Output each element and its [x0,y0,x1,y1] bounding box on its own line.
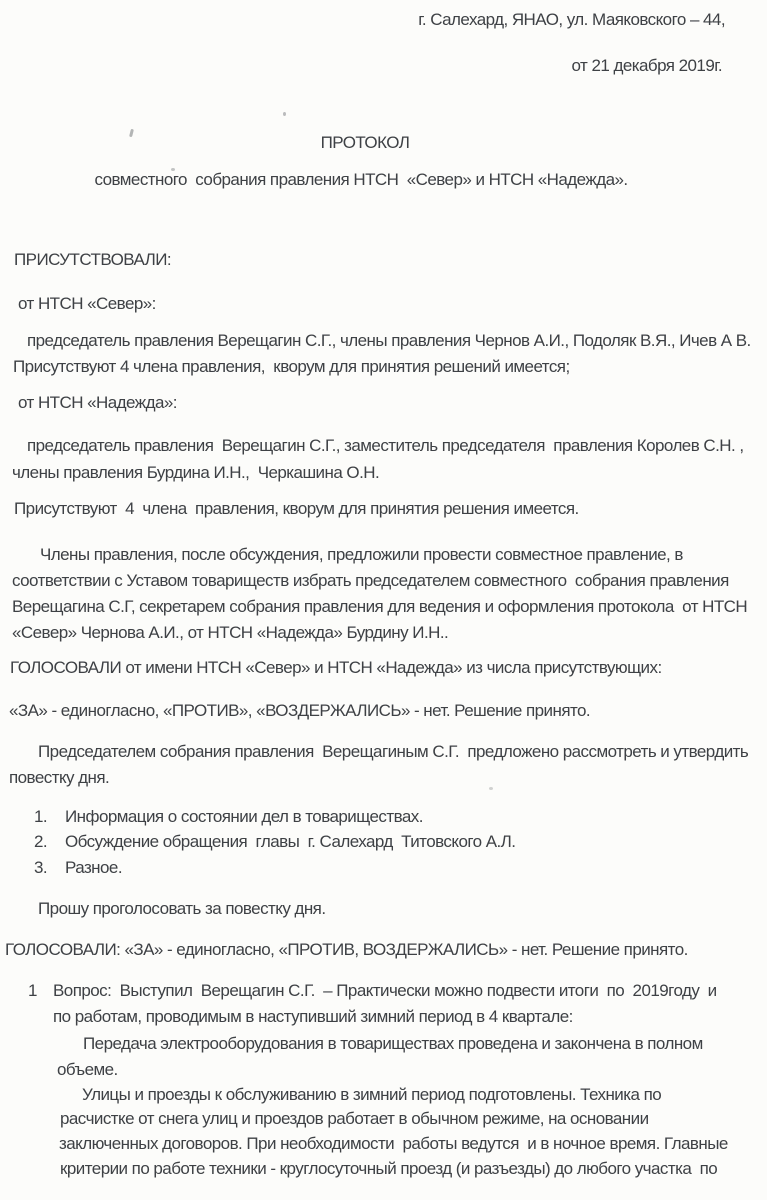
scan-artifact [489,787,493,790]
nadezhda-quorum-line: Присутствуют 4 члена правления, кворум для принятия решения имеется. [14,499,579,518]
election-paragraph-line-4: «Север» Чернова А.И., от НТСН «Надежда» Бурдину И.Н.. [12,623,449,642]
agenda-item-1-text: Информация о состоянии дел в товариществах. [65,807,423,826]
agenda-item-2-text: Обсуждение обращения главы г. Салехард Титовского А.Л. [65,832,516,851]
vote2-result: ГОЛОСОВАЛИ: «ЗА» - единогласно, «ПРОТИВ, ВОЗДЕРЖАЛИСЬ» - нет. Решение принято. [5,940,688,959]
nadezhda-members-line-2: члены правления Бурдина И.Н., Черкашина О.Н. [12,463,380,482]
election-paragraph-line-2: соответствии с Уставом товариществ избрать председателем совместного собрания правления [12,571,729,590]
question1-line-8: критерии по работе техники - круглосуточный проезд (и разъезды) до любого участка по [60,1159,718,1178]
agenda-item-2 [0,830,767,856]
question1-number: 1 [28,981,37,1000]
question1-line-2: по работам, проводимым в наступивший зимний период в 4 квартале: [53,1007,573,1026]
header-date: от 21 декабря 2019г. [571,56,722,75]
nadezhda-members-line-1: председатель правления Верещагин С.Г., заместитель председателя правления Королев С.Н. , [27,436,744,455]
agenda-intro-line-2: повестку дня. [9,768,110,787]
sever-members-line: председатель правления Верещагин С.Г., члены правления Чернов А.И., Подоляк В.Я., Ичев А В. [27,331,751,350]
agenda-item-3-text: Разное. [65,858,123,877]
question1-line-6: расчистке от снега улиц и проездов работает в обычном режиме, на основании [60,1109,649,1128]
agenda-intro-line-1: Председателем собрания правления Верещагиным С.Г. предложено рассмотреть и утвердить [38,742,749,761]
question1-line-1: Вопрос: Выступил Верещагин С.Г. – Практически можно подвести итоги по 2019году и [53,981,717,1000]
scan-artifact [283,112,286,116]
vote1-result: «ЗА» - единогласно, «ПРОТИВ», «ВОЗДЕРЖАЛИСЬ» - нет. Решение принято. [9,701,591,720]
agenda-item-1-number: 1. [34,807,48,826]
question1-line-4: объеме. [57,1060,118,1079]
election-paragraph-line-3: Верещагина С.Г, секретарем собрания правления для ведения и оформления протокола от НТСН [12,597,748,616]
election-paragraph-line-1: Члены правления, после обсуждения, предложили провести совместное правление, в [40,545,683,564]
agenda-item-3 [0,856,767,882]
nadezhda-section-label: от НТСН «Надежда»: [18,393,177,412]
sever-section-label: от НТСН «Север»: [18,294,156,313]
question1-line-3: Передача электрооборудования в товариществах проведена и закончена в полном [83,1034,703,1053]
document-subtitle: совместного собрания правления НТСН «Север» и НТСН «Надежда». [94,170,628,189]
agenda-item-2-number: 2. [34,832,48,851]
agenda-item-3-number: 3. [34,858,48,877]
sever-quorum-line: Присутствуют 4 члена правления, кворум для принятия решений имеется; [13,357,570,376]
question1-line-5: Улицы и проезды к обслуживанию в зимний период подготовлены. Техника по [82,1085,662,1104]
vote-request-line: Прошу проголосовать за повестку дня. [38,899,326,918]
attendees-heading: ПРИСУТСТВОВАЛИ: [14,250,172,269]
document-title: ПРОТОКОЛ [320,133,410,152]
scan-artifact [171,168,175,171]
agenda-item-1 [0,805,767,831]
header-address: г. Салехард, ЯНАО, ул. Маяковского – 44, [418,10,725,29]
vote1-heading: ГОЛОСОВАЛИ от имени НТСН «Север» и НТСН «Надежда» из числа присутствующих: [10,658,662,677]
question1-line-7: заключенных договоров. При необходимости работы ведутся и в ночное время. Главные [59,1134,728,1153]
